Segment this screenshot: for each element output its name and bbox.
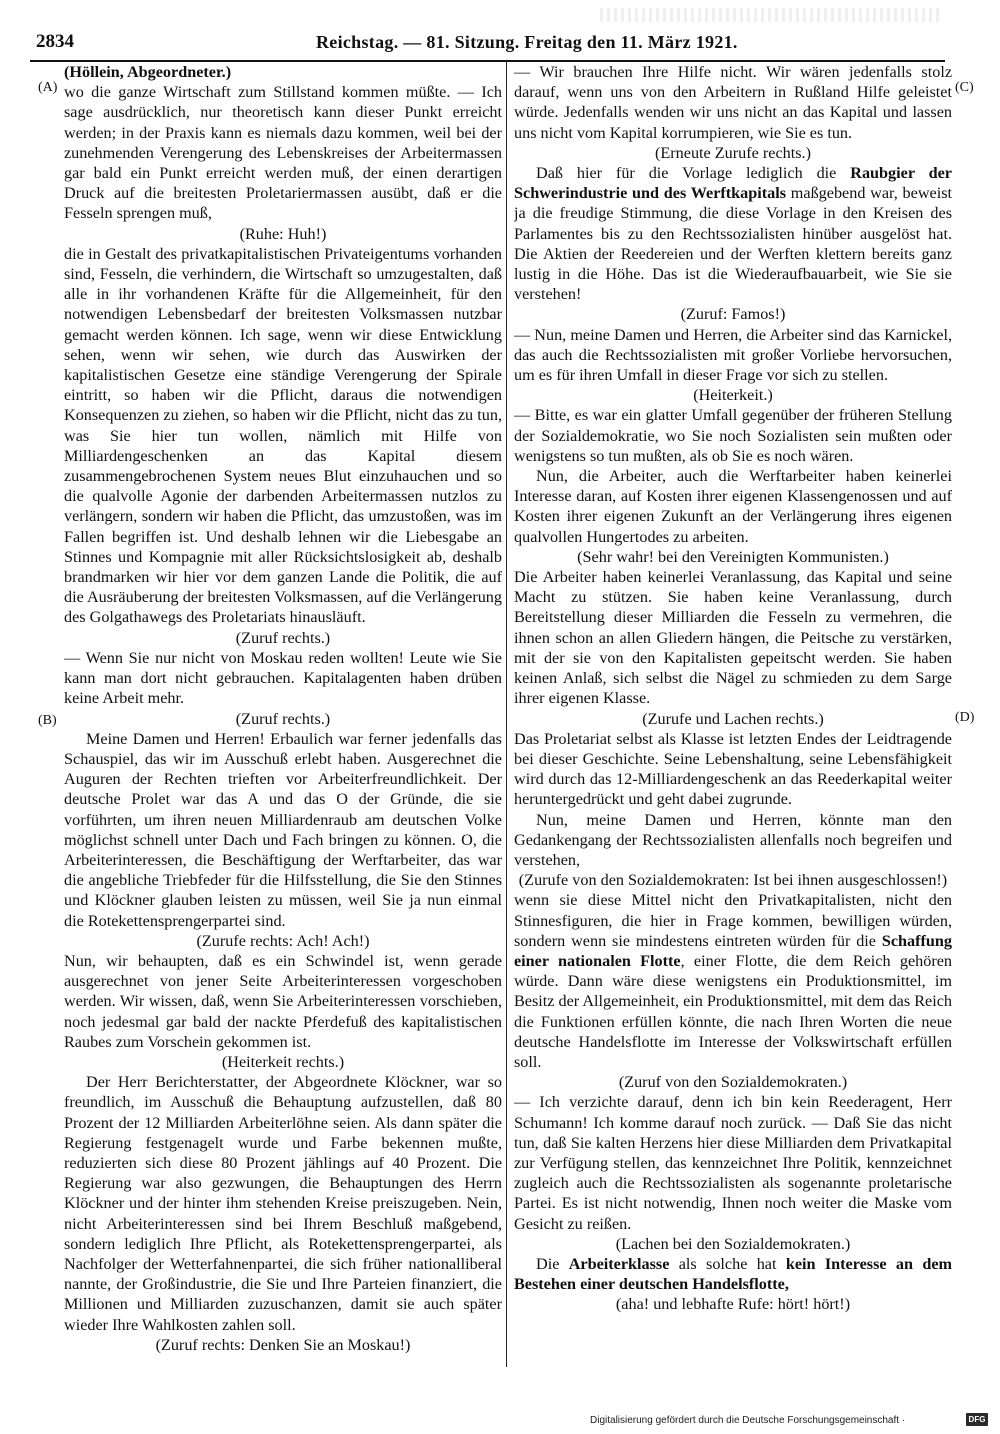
emphasis-text: Raubgier der Schwerindustrie und des Werftkapitals [514, 164, 952, 203]
paragraph [514, 1254, 952, 1294]
interjection: (Zurufe und Lachen rechts.) [642, 709, 824, 728]
paragraph: — Wir brauchen Ihre Hilfe nicht. Wir wären jedenfalls stolz darauf, wenn uns von den Arbeitern in Rußland Hilfe geleistet würde. Jedenfalls wenden wir uns nicht an das Kapital und lassen uns nicht vom Kapital korrumpieren, wie Sie es tun. [514, 63, 952, 142]
speaker-attribution: (Höllein, Abgeordneter.) [64, 63, 232, 81]
interjection: (Lachen bei den Sozialdemokraten.) [615, 1234, 851, 1253]
left-column [64, 62, 502, 1382]
paragraph: Meine Damen und Herren! Erbaulich war ferner jedenfalls das Schauspiel, das wir im Ausschuß erlebt haben. Ausgerechnet die Auguren der Rechten trieften vor Arbeiterfreundlichkeit. Der deutsche Prolet war das A und das O der Gründe, die sie vorführten, um ihren neuen Milliardenraub am deutschen Volke möglichst schnell unter Dach und Fach bringen zu können. O, die Arbeiterinteressen, die Beschäftigung der Werftarbeiter, das war die angebliche Triebfeder für die Hilfsstellung, die Sie den Stinnes und Klöckner glauben leisten zu müssen, weil Sie ja nun einmal die Rotekettensprengerpartei sind. [64, 729, 502, 930]
text-run: Die [536, 1254, 569, 1273]
dfg-logo-icon: DFG [966, 1413, 988, 1426]
paragraph [514, 163, 952, 304]
running-title: Reichstag. — 81. Sitzung. Freitag den 11. März 1921. [316, 32, 738, 52]
paragraph: — Bitte, es war ein glatter Umfall gegenüber der früheren Stellung der Sozialdemokratie, wo Sie noch Sozialisten sein mußten oder wenigstens so tun mußten, als ob Sie es noch wären. [514, 406, 952, 465]
emphasis-text: kein Interesse an dem Bestehen einer deutschen Handelsflotte, [514, 1254, 952, 1294]
right-column [514, 62, 952, 1382]
interjection: (Zuruf rechts.) [235, 709, 331, 728]
interjection: (Ruhe: Huh!) [239, 224, 327, 243]
interjection: (Zuruf von den Sozialdemokraten.) [618, 1073, 848, 1092]
margin-marker-d: (D) [955, 710, 975, 725]
interjection: (Zuruf rechts.) [235, 628, 331, 647]
paragraph: — Wenn Sie nur nicht von Moskau reden wollten! Leute wie Sie kann man dort nicht gebrauchen. Kapitalagenten haben drüben keine Arbeit mehr. [64, 648, 502, 708]
text-run: als solche hat [669, 1254, 786, 1273]
paragraph: — Ich verzichte darauf, denn ich bin kein Reederagent, Herr Schumann! Ich komme darauf noch zurück. — Daß Sie das nicht tun, daß Sie kalten Herzens hier diese Milliarden dem Privatkapital zur Verfügung stellen, das kennzeichnet Ihre Politik, kennzeichnet zugleich auch die Rechtssozialisten als sogenannte proletarische Partei. Es ist nicht notwendig, Ihnen noch weiter die Maske vom Gesicht zu reißen. [514, 1093, 952, 1233]
paragraph: wo die ganze Wirtschaft zum Stillstand kommen müßte. — Ich sage ausdrücklich, nur theoretisch kann dieser Punkt erreicht werden; in der Praxis kann es niemals dazu kommen, weil bei der zunehmenden Verengerung des Lebenskreises der Arbeitermassen gar bald ein Punkt erreicht werden muß, der einen derartigen Druck auf die breitesten Proletariermassen ausübt, daß er die Fesseln sprengen muß, [64, 83, 502, 223]
paragraph: Nun, wir behaupten, daß es ein Schwindel ist, wenn gerade ausgerechnet von jener Seite Arbeiterinteressen vorgeschoben werden. Wir wissen, daß, wenn Sie Arbeiterinteressen vorschieben, noch jedesmal gar bald der nackte Pferdefuß des kapitalistischen Raubes zum Vorschein gekommen ist. [64, 951, 502, 1051]
emphasis-text: Arbeiterklasse [568, 1254, 670, 1273]
text-run: maßgebend war, beweist ja die freudige Stimmung, die diese Vorlage in den Kreisen des Parlamentes bis zu den Rechtssozialisten hinüber ausgelöst hat. Die Aktien der Reedereien und der Werften klettern bereits ganz lustig in die Höhe. Das ist die Wiederaufbauarbeit, wie Sie sie verstehen! [514, 184, 952, 304]
scan-noise [600, 8, 940, 22]
interjection: (Zurufe von den Sozialdemokraten: Ist bei ihnen ausgeschlossen!) [518, 871, 948, 890]
interjection: (Erneute Zurufe rechts.) [655, 143, 811, 162]
margin-marker-b: (B) [38, 713, 57, 728]
interjection: (aha! und lebhafte Rufe: hört! hört!) [615, 1295, 851, 1314]
page-header [30, 30, 945, 62]
digitization-credit: Digitalisierung gefördert durch die Deutsche Forschungsgemeinschaft · [590, 1415, 906, 1426]
interjection: (Heiterkeit rechts.) [221, 1052, 345, 1071]
paragraph: die in Gestalt des privatkapitalistischen Privateigentums vorhanden sind, Fesseln, die verhindern, die Wirtschaft so umzugestalten, daß alle in ihr vorhandenen Kräfte für die Allgemeinheit, für den notwendigen Lebensbedarf der breitesten Volksmassen nutzbar gemacht werden können. Ich sage, wenn wir diese Entwicklung sehen, wenn wir sehen, wie durch das Auswirken der kapitalistischen Gesetze eine ständige Verengerung der Spirale eintritt, so haben wir die Pflicht, daraus die notwendigen Konsequenzen zu ziehen, so haben wir die Pflicht, nicht das zu tun, was Sie hier tun wollen, nämlich mit Hilfe von Milliardengeschenken an das Kapital diesem zusammengebrochenen System neues Blut einzuhauchen und so die qualvolle Agonie der darbenden Arbeitermassen nutzlos zu verlängern, sondern wir haben die Pflicht, das umzustoßen, was im Fallen begriffen ist. Und deshalb lehnen wir die Liebesgabe an Stinnes und Kompagnie mit aller Rücksichtslosigkeit ab, deshalb brandmarken wir hier vor dem ganzen Lande die Politik, die auf die Ausräuberung der breitesten Volksmassen, auf die Verlängerung des Golgathawegs des Proletariats hinausläuft. [64, 244, 502, 627]
text-run: wenn sie diese Mittel nicht den Privatkapitalisten, nicht den Stinnesfiguren, die hier in Frage kommen, bewilligen würden, sondern wenn sie mindestens eintreten würden für die [514, 891, 952, 950]
text-run: , einer Flotte, die dem Reich gehören würde. Dann wäre diese wenigstens ein Produktionsmittel, im Besitz der Allgemeinheit, ein Produktionsmittel, mit dem das Reich die Funktionen erfüllen könnte, die nach Ihren Worten die neue deutsche Handelsflotte im Interesse der Volkswirtschaft erfüllen soll. [514, 951, 952, 1071]
interjection: (Zuruf rechts: Denken Sie an Moskau!) [155, 1335, 411, 1354]
paragraph: — Nun, meine Damen und Herren, die Arbeiter sind das Karnickel, das auch die Rechtssozialisten mit großer Vorliebe hervorsuchen, um es für ihren Umfall in dieser Frage vor sich zu stellen. [514, 325, 952, 385]
paragraph: Nun, meine Damen und Herren, könnte man den Gedankengang der Rechtssozialisten allenfalls noch begreifen und verstehen, [514, 810, 952, 869]
paragraph: Nun, die Arbeiter, auch die Werftarbeiter haben keinerlei Interesse daran, auf Kosten ihrer eigenen Klassengenossen und auf Kosten ihrer eigenen Zukunft an der Verlängerung ihres eigenen qualvollen Hungertodes zu arbeiten. [514, 467, 952, 546]
paragraph: Der Herr Berichterstatter, der Abgeordnete Klöckner, war so freundlich, im Ausschuß die Behauptung aufzustellen, daß 80 Prozent der 12 Milliarden Arbeiterlöhne seien. Als dann später die Regierung festgenagelt wurde und Farbe bekennen mußte, reduzierten sich diese 80 Prozent jählings auf 40 Prozent. Die Regierung war also gezwungen, die Behauptungen des Herrn Klöckner und der hinter ihm stehenden Kreise preiszugeben. Nein, nicht Arbeiterinteressen sind bei Ihrem Beschluß maßgebend, sondern lediglich Ihre Pflicht, als Rotekettensprengerpartei, als Nachfolger der Wetterfahnenpartei, die sich früher nationalliberal nannte, der Großindustrie, die Sie und Ihre Parteien finanziert, die Millionen und Milliarden zuzuschanzen, damit sie auch später wieder Ihre Wahlkosten zahlen soll. [64, 1073, 502, 1334]
interjection: (Zurufe rechts: Ach! Ach!) [196, 931, 370, 950]
paragraph: Das Proletariat selbst als Klasse ist letzten Endes der Leidtragende bei dieser Geschichte. Seine Lebenshaltung, seine Lebensfähigkeit wird durch das 12-Milliardengeschenk an das Reederkapital weiter heruntergedrückt und geht dabei zugrunde. [514, 729, 952, 809]
emphasis-text: Schaffung einer nationalen Flotte [514, 931, 952, 970]
interjection: (Heiterkeit.) [693, 386, 773, 405]
interjection: (Zuruf: Famos!) [680, 305, 786, 324]
interjection: (Sehr wahr! bei den Vereinigten Kommunisten.) [577, 547, 889, 566]
margin-marker-c: (C) [955, 80, 974, 95]
text-run: Daß hier für die Vorlage lediglich die [536, 164, 851, 183]
paragraph [514, 890, 952, 1072]
paragraph: Die Arbeiter haben keinerlei Veranlassung, das Kapital und seine Macht zu stützen. Sie haben keine Veranlassung, durch Bereitstellung dieser Milliarden die Fesseln zu vermehren, die ihnen schon an allen Gliedern hängen, die Peitsche zu verstärken, mit der sie von den Kapitalisten gepeitscht werden. Sie haben keinen Anlaß, sich selbst die Nägel zu schmieden zu dem Sarge ihrer eigenen Klasse. [514, 568, 952, 708]
page-number: 2834 [36, 31, 74, 52]
column-divider [506, 62, 507, 1367]
margin-marker-a: (A) [38, 80, 58, 95]
